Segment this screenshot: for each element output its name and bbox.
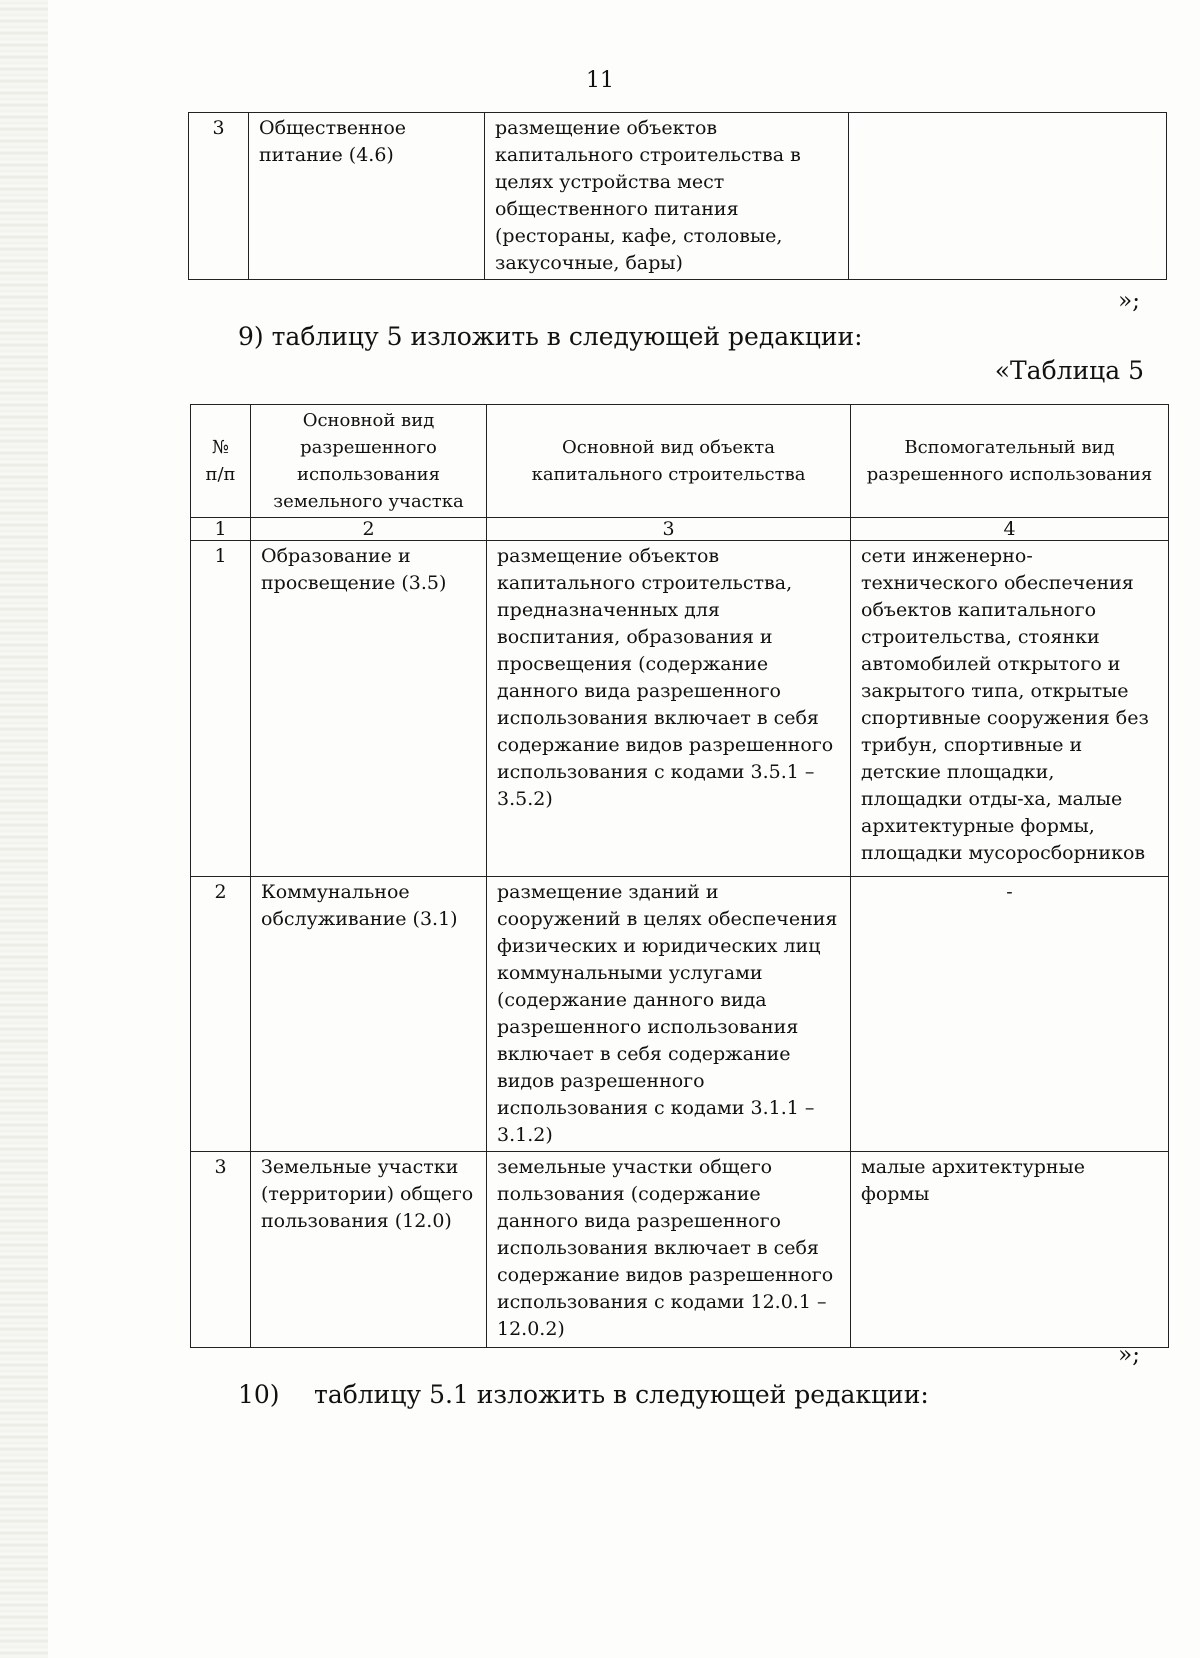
cell-type: Образование и просвещение (3.5) xyxy=(251,541,487,877)
header-type: Основной вид разрешенного использования земельного участка xyxy=(251,405,487,518)
column-number-row xyxy=(191,518,1169,541)
table-row xyxy=(191,877,1169,1152)
cell-object: размещение объектов капитального строительства в целях устройства мест общественного питания (рестораны, кафе, столовые, закусочные, бары) xyxy=(485,113,849,280)
col-number: 4 xyxy=(851,518,1169,541)
paragraph-10-number: 10) xyxy=(238,1380,280,1409)
table-row xyxy=(189,113,1167,280)
page-number: 11 xyxy=(586,68,614,93)
col-number: 1 xyxy=(191,518,251,541)
header-aux: Вспомогательный вид разрешенного использования xyxy=(851,405,1169,518)
cell-num: 3 xyxy=(189,113,249,280)
cell-object: размещение зданий и сооружений в целях обеспечения физических и юридических лиц коммунальными услугами (содержание данного вида разрешенного использования включает в себя содержание видов разрешенного использования с кодами 3.1.1 – 3.1.2) xyxy=(487,877,851,1152)
cell-type: Общественное питание (4.6) xyxy=(249,113,485,280)
scan-edge-noise xyxy=(0,0,48,1658)
header-num: № п/п xyxy=(191,405,251,518)
table-header-row xyxy=(191,405,1169,518)
cell-type: Земельные участки (территории) общего пользования (12.0) xyxy=(251,1152,487,1348)
table-row xyxy=(191,1152,1169,1348)
cell-aux: малые архитектурные формы xyxy=(851,1152,1169,1348)
cell-object: земельные участки общего пользования (содержание данного вида разрешенного использования включает в себя содержание видов разрешенного использования с кодами 12.0.1 – 12.0.2) xyxy=(487,1152,851,1348)
table-caption: «Таблица 5 xyxy=(994,356,1144,385)
cell-object: размещение объектов капитального строительства, предназначенных для воспитания, образования и просвещения (содержание данного вида разрешенного использования включает в себя содержание видов разрешенного использования с кодами 3.5.1 – 3.5.2) xyxy=(487,541,851,877)
header-object: Основной вид объекта капитального строительства xyxy=(487,405,851,518)
cell-aux: сети инженерно-технического обеспечения объектов капитального строительства, стоянки автомобилей открытого и закрытого типа, открытые спортивные сооружения без трибун, спортивные и детские площадки, площадки отды-ха, малые архитектурные формы, площадки мусоросборников xyxy=(851,541,1169,877)
cell-type: Коммунальное обслуживание (3.1) xyxy=(251,877,487,1152)
closing-quote-2: »; xyxy=(1118,1342,1140,1368)
paragraph-10 xyxy=(238,1380,929,1409)
col-number: 2 xyxy=(251,518,487,541)
paragraph-9: 9) таблицу 5 изложить в следующей редакции: xyxy=(238,322,863,351)
closing-quote: »; xyxy=(1118,288,1140,314)
table-5 xyxy=(190,404,1169,1348)
cell-num: 1 xyxy=(191,541,251,877)
cell-aux xyxy=(849,113,1167,280)
table-row xyxy=(191,541,1169,877)
paragraph-10-text: таблицу 5.1 изложить в следующей редакции: xyxy=(314,1380,929,1409)
cell-num: 2 xyxy=(191,877,251,1152)
cell-aux: - xyxy=(851,877,1169,1152)
cell-num: 3 xyxy=(191,1152,251,1348)
continued-table xyxy=(188,112,1167,280)
col-number: 3 xyxy=(487,518,851,541)
